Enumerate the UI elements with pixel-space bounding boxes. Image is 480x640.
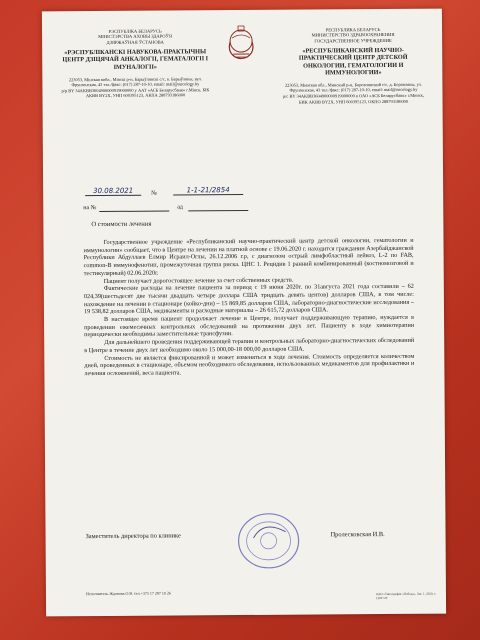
header-left-country: РЭСПУБЛІКА БЕЛАРУСЬ [108, 28, 162, 34]
header-right-russian [278, 27, 429, 105]
signature-block [86, 531, 416, 540]
header-left-belarusian [60, 28, 210, 99]
paragraph-intro: Государственное учреждение «Республиканский научно-практический центр детской онкологии, гематологии и иммунологии» сообщает, что в Центре на лечении на платной основе с 19.06.2020 г. находится гражданин Азербайджанской Республики Абдуллаев Елмир Исраил-Оглы, 26.12.2006 г.р, с диагнозом острый лимфобластный лейкоз, L-2 по FAB, common-B иммунофенотип, промежуточная группа риска. ЦНС 1. Рецидив 1 ранний комбинированный (костномозговой и тестикулярный) 02.06.2020г. [83, 236, 414, 277]
header-left-org-name: «РЭСПУБЛІКАНСКІ НАВУКОВА-ПРАКТЫЧНЫ ЦЕНТР ДЗІЦЯЧАЙ АНКАЛОГІІ, ГЕМАТАЛОГІІ І ІМУНАЛОГІІ» [62, 48, 209, 71]
header-right-ministry: МИНИСТЕРСТВО ЗДРАВООХРАНЕНИЯ [311, 32, 395, 38]
reference-date-label: ад [177, 204, 184, 211]
letter-page [42, 9, 446, 617]
header-right-institution-type: ГОСУДАРСТВЕННОЕ УЧРЕЖДЕНИЕ [314, 37, 392, 44]
registration-number: 1-1-21/2854 [173, 186, 243, 195]
letter-body [83, 237, 414, 378]
header-left-ministry: МІНІСТЭРСТВА АХОВЫ ЗДАРОЎЯ [98, 33, 172, 40]
reference-number-line [99, 211, 169, 212]
paragraph-cost-note: Стоимость не является фиксированной и может изменяться в ходе лечения. Стоимость определяется количеством дней, проведенных в стационаре, объемом необходимого обследования, использованных медикаментов для профилактики и лечения осложнений, веса пациента. [84, 352, 415, 378]
header-right-bank: р/с BY 34AKBB3604900000919000000 в ОАО «АСБ Беларусбанк» г.Минск, БИК AKBB BY2X, УНП 600395123, ОКПО 288793186000 [282, 93, 425, 105]
header-left-institution-type: ДЗЯРЖАЎНАЯ ЎСТАНОВА [106, 39, 164, 45]
header-right-country: РЕСПУБЛИКА БЕЛАРУСЬ [325, 27, 381, 33]
header-right-address: 223053, Минская обл., Минский р-н, Боровлянский с/с, д. Боровляны, ул. Фрунзенская, 43 тел./факс: (017) 287-10-10, email: mail@oncology.by [284, 81, 422, 93]
paragraph-future-cost: Для дальнейшего проведения поддерживающей терапии и контрольных лабораторно-диагностических обследований в Центре в течение двух лет необходимо около 15 000,00-18 000,00 долларов США. [84, 336, 415, 354]
signatory-name: Пролесковская И.В. [330, 531, 385, 539]
executor-info: Исполнитель Жданова О.В. тел.+375 17 287 10 26 [85, 590, 171, 597]
paragraph-expenses: Фактические расходы на лечение пациента за период с 19 июня 2020г. по 31августа 2021 года составили – 62 024,39(шестьдесят две тысячи двадцать четыре доллара США тридцать девять центов) долларов США, в том числе: нахождение на лечении в стационаре (койко-дни) – 15 869,85 долларов США, лабораторно-диагностические исследования – 19 538,82 долларов США, медикаменты и расходные материалы – 26 615,72 долларов США. [83, 283, 414, 316]
header-left-address: 223053, Мінская вобл., Мінскі р-н, Барыўлянскі с/с, в. Барыўляны, вул. Фрунзенская, 43 тэл./факс: (017) 287-10-10, email: mail@oncology.by [68, 76, 202, 88]
registration-number-label: № [151, 190, 157, 197]
blue-seal-stamp-icon [233, 510, 303, 572]
paragraph-current-treatment: В настоящее время пациент продолжает лечение в Центре, получает поддерживающую терапию, нуждается в проведении ежемесячных контрольных обследований на протяжении двух лет. Пациенту в ходе химиотерапии периодически необходимы заместительные трансфузии. [84, 313, 415, 339]
reference-date-line [188, 210, 248, 211]
signatory-position: Заместитель директора по клинике [85, 532, 181, 541]
letter-subject: О стоимости лечения [91, 220, 152, 229]
paragraph-funding: Пациент получает дорогостоящее лечение за счет собственных средств. [103, 276, 294, 285]
printer-info: ОАО «Типография «Победа», Зак. 1, 2020, т. 1500+20 [375, 591, 437, 601]
header-right-org-name: «РЕСПУБЛИКАНСКИЙ НАУЧНО-ПРАКТИЧЕСКИЙ ЦЕНТР ДЕТСКОЙ ОНКОЛОГИИ, ГЕМАТОЛОГИИ И ИММУНОЛОГИИ» [298, 47, 408, 77]
header-left-bank: р/р BY 34AKBB3604900000919000000 у ААТ «АСБ Беларусбанк» г.Мінск, БІК AKBB BY2X, УНП 600395123, АКПА 288793186000 [61, 87, 210, 99]
reference-number-label: на № [83, 205, 97, 212]
state-emblem-icon [223, 24, 259, 62]
registration-date: 30.08.2021 [85, 187, 141, 196]
